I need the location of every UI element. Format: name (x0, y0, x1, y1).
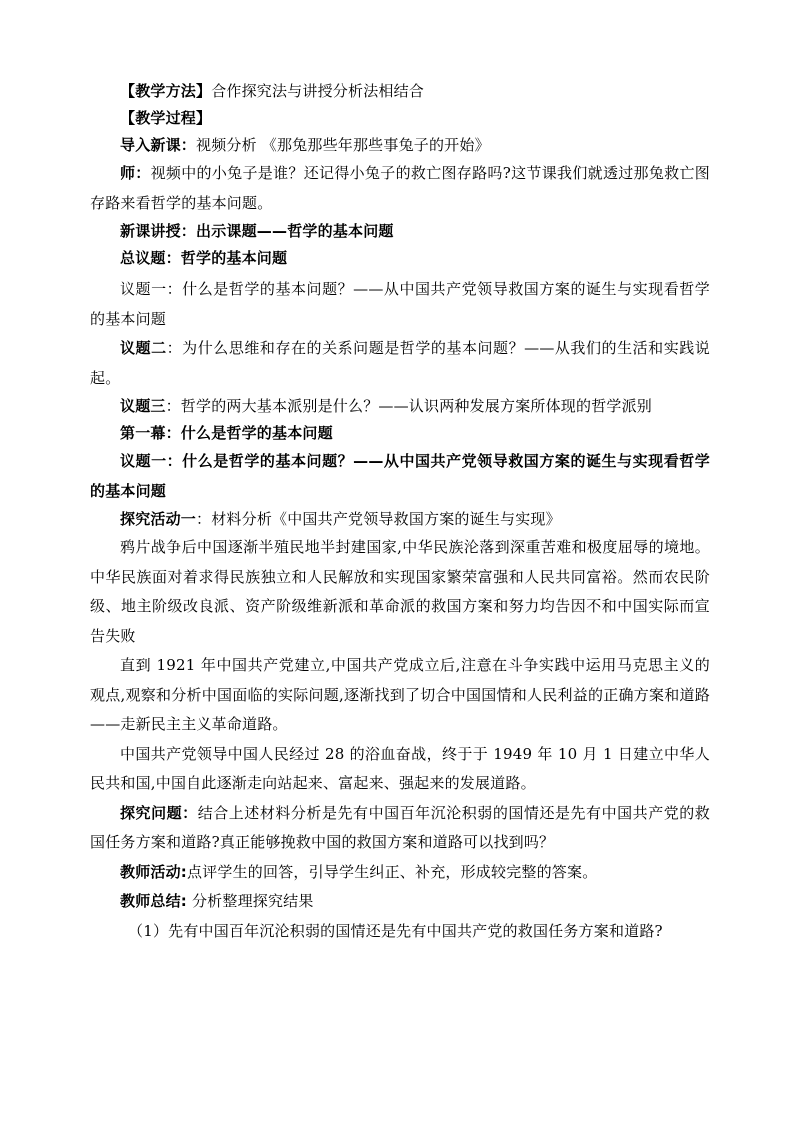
activity-one-label: 探究活动一 (120, 510, 197, 528)
inquiry-label: 探究问题： (120, 803, 198, 822)
general-topic-line (90, 245, 710, 272)
topic-two (90, 334, 710, 393)
activity-one (90, 506, 710, 533)
activity-one-text: ：材料分析《中国共产党领导救国方案的诞生与实现》 (196, 510, 561, 528)
act-one-text: 第一幕：什么是哲学的基本问题 (120, 424, 333, 442)
act-one-heading (90, 420, 710, 447)
topic-one-bold-text: 议题一：什么是哲学的基本问题？——从中国共产党领导救国方案的诞生与实现看哲学的基本问题 (90, 452, 710, 500)
point-one-text: （1）先有中国百年沉沦积弱的国情还是先有中国共产党的救国任务方案和道路? (128, 921, 663, 940)
inquiry-text: 结合上述材料分析是先有中国百年沉沦积弱的国情还是先有中国共产党的救国任务方案和道路?真正能够挽救中国的救国方案和道路可以找到吗？ (90, 803, 710, 851)
topic-one-bold (90, 447, 710, 506)
teacher-summary-text: 分析整理探究结果 (187, 892, 314, 910)
material-paragraph-3: 中国共产党领导中国人民经过 28 的浴血奋战，终于于 1949 年 10 月 1 日建立中华人民共和国,中国自此逐渐走向站起来、富起来、强起来的发展道路。 (90, 744, 710, 792)
material-paragraph-2: 直到 1921 年中国共产党建立,中国共产党成立后,注意在斗争实践中运用马克思主义的观点,观察和分析中国面临的实际问题,逐渐找到了切合中国国情和人民利益的正确方案和道路——走新民主主义革命道路。 (90, 656, 710, 733)
point-one (90, 917, 710, 947)
intro-text: 视频分析 《那兔那些年那些事兔子的开始》 (196, 136, 490, 154)
inquiry-question (90, 799, 710, 858)
material-paragraph-1: 鸦片战争后中国逐渐半殖民地半封建国家,中华民族沦落到深重苦难和极度屈辱的境地。中华民族面对着求得民族独立和人民解放和实现国家繁荣富强和人民共同富裕。然而农民阶级、地主阶级改良派、资产阶级维新派和革命派的救国方案和努力均告因不和中国实际而宣告失败 (90, 538, 710, 645)
teacher-activity-text: 点评学生的回答，引导学生纠正、补充，形成较完整的答案。 (187, 862, 598, 881)
new-lesson-line (90, 218, 710, 245)
topic-three-text: ：哲学的两大基本派别是什么？——认识两种发展方案所体现的哲学派别 (165, 397, 653, 415)
topic-three-label: 议题三 (120, 397, 166, 415)
document-content (90, 78, 710, 946)
intro-line (90, 132, 710, 159)
new-lesson-text: 新课讲授：出示课题——哲学的基本问题 (120, 222, 394, 240)
teaching-process-label: 【教学过程】 (120, 109, 212, 127)
topic-two-label: 议题二 (120, 339, 167, 357)
teacher-activity (90, 858, 710, 888)
intro-label: 导入新课： (120, 136, 197, 154)
topic-one (90, 275, 710, 334)
teaching-method-label: 【教学方法】 (120, 82, 212, 100)
teaching-process-heading (90, 105, 710, 132)
general-topic-text: 总议题：哲学的基本问题 (120, 249, 288, 267)
topic-one-text: 议题一：什么是哲学的基本问题？——从中国共产党领导救国方案的诞生与实现看哲学的基本问题 (90, 280, 710, 328)
teacher-question (90, 159, 710, 218)
teaching-method-text: 合作探究法与讲授分析法相结合 (211, 82, 425, 100)
teacher-question-text: 视频中的小兔子是谁？还记得小兔子的救亡图存路吗?这节课我们就透过那兔救亡图存路来看哲学的基本问题。 (90, 164, 710, 212)
teacher-question-label: 师： (120, 164, 151, 182)
topic-three (90, 393, 710, 420)
teacher-summary-label: 教师总结: (120, 892, 187, 910)
topic-two-text: ：为什么思维和存在的关系问题是哲学的基本问题？——从我们的生活和实践说起。 (90, 339, 710, 387)
teacher-activity-label: 教师活动: (120, 862, 187, 881)
teacher-summary (90, 887, 710, 917)
teaching-method (90, 78, 710, 105)
